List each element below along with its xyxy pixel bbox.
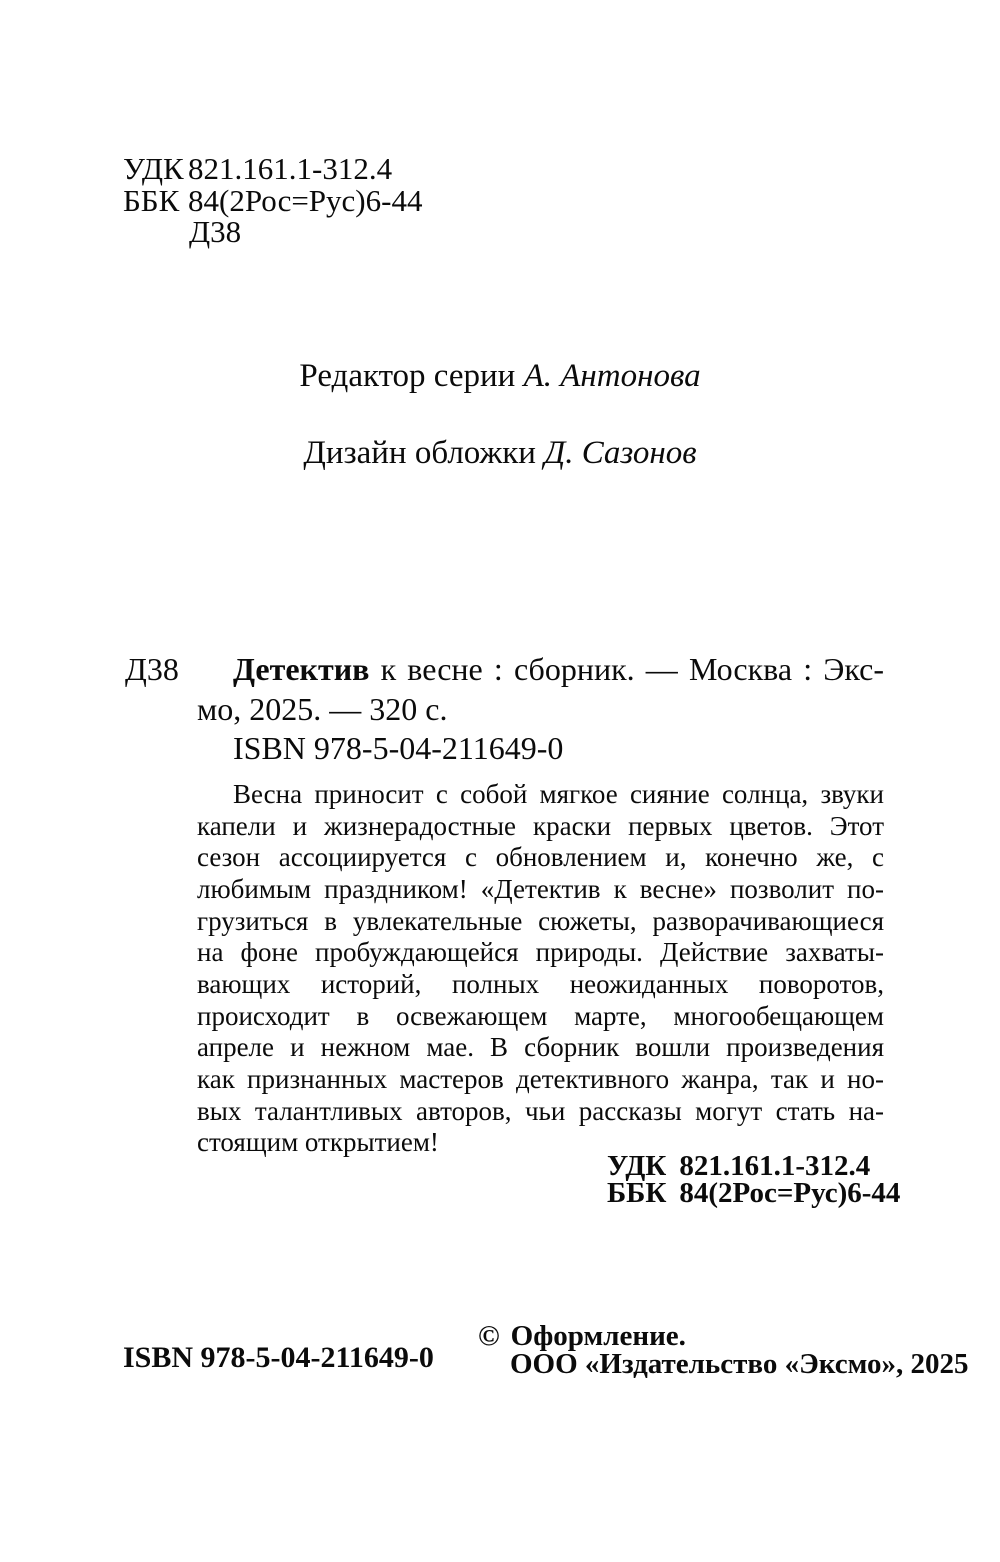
bbk-label: ББК — [123, 182, 180, 218]
copyright-line-2: ООО «Издательство «Эксмо», 2025 — [510, 1348, 969, 1380]
annotation-line: как признанных мастеров детективного жанра, так и но- — [197, 1063, 884, 1094]
annotation-line: сезон ассоциируется с обновлением и, конечно же, с — [197, 842, 884, 873]
annotation-line: капели и жизнерадостные краски первых цветов. Этот — [197, 810, 884, 841]
udk-row — [123, 153, 422, 185]
series-editor-prefix: Редактор серии — [299, 358, 516, 394]
classification-udk-label: УДК — [607, 1150, 667, 1182]
annotation-line: апреле и нежном мае. В сборник вошли произведения — [197, 1032, 884, 1063]
udk-value: 821.161.1-312.4 — [188, 151, 393, 186]
annotation-line: Весна приносит с собой мягкое сияние солнца, звуки — [233, 779, 884, 809]
annotation-paragraph — [197, 779, 884, 1159]
annotation-line: любимым праздником! «Детектив к весне» позволит по- — [197, 873, 884, 904]
cover-designer-name: Д. Сазонов — [544, 435, 697, 471]
series-editor-name: А. Антонова — [523, 358, 701, 394]
classification-bbk-row — [607, 1177, 901, 1209]
copyright-block — [478, 1322, 968, 1378]
annotation-line: грузиться в увлекательные сюжеты, разворачивающиеся — [197, 905, 884, 936]
annotation-line: вающих историй, полных неожиданных поворотов, — [197, 968, 884, 999]
udk-label: УДК — [123, 151, 184, 186]
catalog-line-2: мо, 2025. — 320 с. — [197, 690, 448, 727]
author-sign-top: Д38 — [189, 214, 242, 249]
bbk-row — [123, 182, 423, 218]
book-title: Детектив — [233, 651, 370, 687]
udk-bbk-classification-block — [607, 1150, 901, 1209]
series-editor-line — [0, 360, 1000, 393]
catalog-author-sign: Д38 — [125, 651, 179, 687]
annotation-line: вых талантливых авторов, чьи рассказы могут стать на- — [197, 1095, 884, 1126]
catalog-line-1-rest: к весне : сборник. — Москва : Экс- — [369, 651, 884, 687]
copyright-line-1 — [478, 1322, 968, 1350]
classification-udk-value: 821.161.1-312.4 — [679, 1150, 871, 1182]
cover-designer-line — [0, 437, 1000, 470]
catalog-card — [197, 650, 884, 769]
classification-bbk-label: ББК — [607, 1177, 667, 1209]
bbk-value: 84(2Рос=Рус)6-44 — [188, 182, 423, 218]
classification-bbk-value: 84(2Рос=Рус)6-44 — [679, 1177, 901, 1209]
annotation-line: происходит в освежающем марте, многообещающем — [197, 1000, 884, 1031]
annotation-line: на фоне пробуждающейся природы. Действие захваты- — [197, 937, 884, 968]
copyright-symbol: © — [478, 1320, 500, 1352]
cover-designer-prefix: Дизайн обложки — [303, 435, 536, 471]
footer-isbn: ISBN 978-5-04-211649-0 — [123, 1341, 434, 1374]
classification-udk-row — [607, 1150, 900, 1182]
catalog-isbn: ISBN 978-5-04-211649-0 — [233, 730, 564, 766]
top-classification-block — [123, 153, 422, 248]
catalog-line-1 — [197, 650, 884, 690]
copyright-design-text: Оформление. — [510, 1320, 686, 1352]
annotation-line: стоящим открытием! — [197, 1127, 439, 1158]
